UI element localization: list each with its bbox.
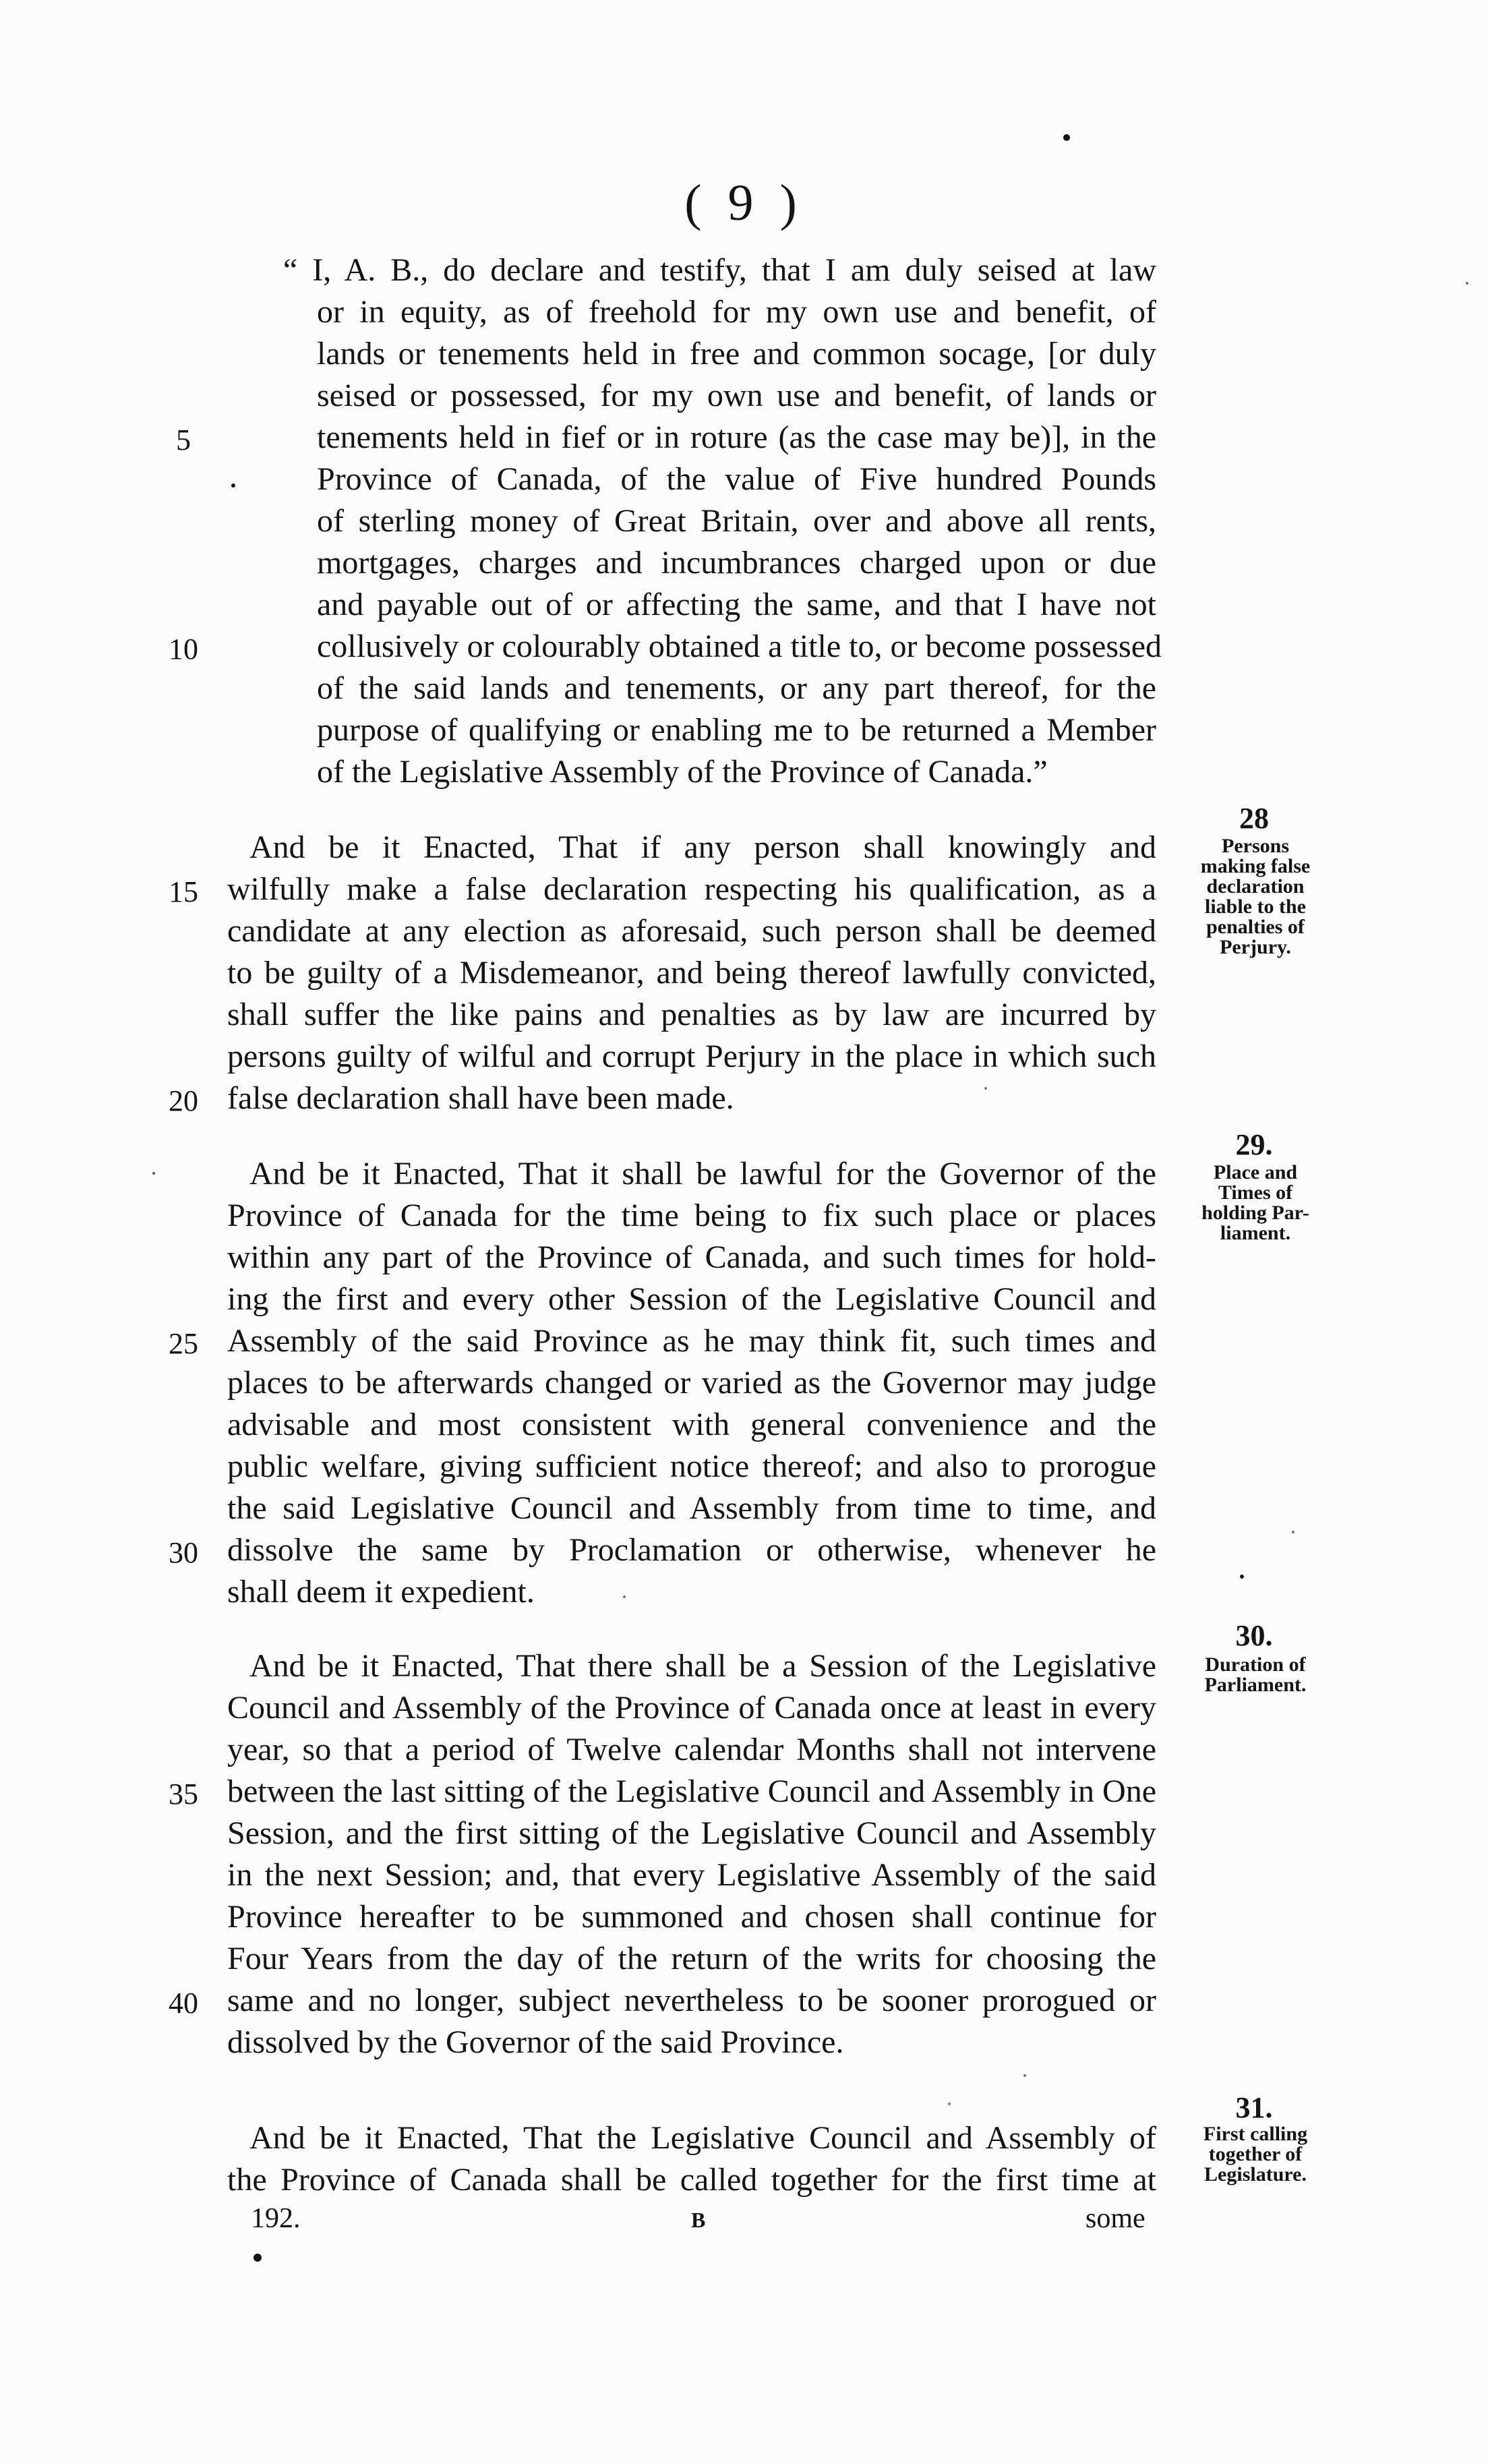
line-number: 30: [169, 1536, 198, 1569]
paragraph-line: advisable and most consistent with general convenience and the: [227, 1407, 1156, 1442]
oath-line: lands or tenements held in free and common socage, [or duly: [317, 336, 1156, 372]
marginal-section-number: 30.: [1235, 1619, 1273, 1652]
marginal-note-line: Place and: [1213, 1161, 1298, 1183]
marginal-note-line: Persons: [1222, 835, 1289, 857]
oath-line: collusively or colourably obtained a title to, or become possessed: [317, 628, 1162, 664]
oath-line: Province of Canada, of the value of Five hundred Pounds: [317, 461, 1156, 497]
paragraph-line: ing the first and every other Session of the Legislative Council and: [227, 1281, 1156, 1317]
line-number: 5: [176, 423, 191, 457]
signature-mark: B: [691, 2208, 706, 2232]
paragraph-line: false declaration shall have been made.: [227, 1080, 734, 1116]
paragraph-line: year, so that a period of Twelve calendar Months shall not intervene: [227, 1732, 1156, 1767]
paragraph-line: And be it Enacted, That if any person shall knowingly and: [249, 829, 1156, 865]
paragraph-line: persons guilty of wilful and corrupt Perjury in the place in which such: [227, 1038, 1156, 1074]
paragraph-line: the said Legislative Council and Assembly from time to time, and: [227, 1490, 1156, 1526]
oath-line: of the said lands and tenements, or any part thereof, for the: [317, 670, 1156, 706]
paragraph-line: the Province of Canada shall be called together for the first time at: [227, 2162, 1156, 2198]
paragraph-line: candidate at any election as aforesaid, such person shall be deemed: [227, 913, 1156, 949]
oath-line: of the Legislative Assembly of the Province of Canada.”: [317, 754, 1048, 790]
paragraph-line: And be it Enacted, That the Legislative Council and Assembly of: [249, 2120, 1156, 2156]
marginal-note-line: Duration of: [1205, 1653, 1306, 1676]
paragraph-line: Session, and the first sitting of the Legislative Council and Assembly: [227, 1815, 1156, 1851]
oath-line: “ I, A. B., do declare and testify, that I am duly seised at law: [283, 252, 1156, 288]
paragraph-line: within any part of the Province of Canada, and such times for hold-: [227, 1239, 1156, 1275]
page-number: ( 9 ): [684, 175, 804, 231]
paragraph-line: public welfare, giving sufficient notice thereof; and also to prorogue: [227, 1448, 1156, 1484]
paragraph-line: shall suffer the like pains and penalties as by law are incurred by: [227, 997, 1156, 1032]
marginal-note-line: penalties of: [1206, 916, 1305, 938]
paragraph-line: dissolved by the Governor of the said Province.: [227, 2024, 844, 2060]
paragraph-line: Province of Canada for the time being to fix such place or places: [227, 1198, 1156, 1233]
paragraph-line: to be guilty of a Misdemeanor, and being thereof lawfully convicted,: [227, 955, 1156, 991]
marginal-section-number: 31.: [1235, 2091, 1273, 2124]
marginal-note-line: liament.: [1220, 1222, 1291, 1244]
paragraph-line: places to be afterwards changed or varied as the Governor may judge: [227, 1365, 1156, 1401]
oath-line: of sterling money of Great Britain, over and above all rents,: [317, 503, 1156, 539]
marginal-note-line: making false: [1200, 855, 1311, 877]
paragraph-line: shall deem it expedient.: [227, 1574, 535, 1610]
line-number: 20: [169, 1084, 198, 1117]
paragraph-line: Province hereafter to be summoned and chosen shall continue for: [227, 1899, 1156, 1935]
marginal-note-line: liable to the: [1205, 896, 1306, 918]
marginal-note-line: Legislature.: [1204, 2163, 1307, 2186]
paragraph-line: Four Years from the day of the return of the writs for choosing the: [227, 1941, 1156, 1976]
marginal-section-number: 28: [1239, 802, 1269, 835]
marginal-note-line: holding Par-: [1201, 1202, 1309, 1224]
paragraph-line: between the last sitting of the Legislative Council and Assembly in One: [227, 1773, 1156, 1809]
line-number: 25: [169, 1327, 198, 1360]
marginal-note-line: First calling: [1203, 2123, 1308, 2145]
paragraph-line: And be it Enacted, That there shall be a Session of the Legislative: [249, 1648, 1156, 1684]
marginal-note-line: Times of: [1218, 1181, 1293, 1204]
line-number: 35: [169, 1778, 198, 1811]
marginal-section-number: 29.: [1235, 1128, 1273, 1161]
marginal-note-line: together of: [1208, 2143, 1303, 2165]
print-number: 192.: [251, 2203, 301, 2234]
paragraph-line: same and no longer, subject nevertheless to be sooner prorogued or: [227, 1983, 1156, 2018]
oath-line: purpose of qualifying or enabling me to be returned a Member: [317, 712, 1156, 748]
marginal-note-line: Parliament.: [1204, 1674, 1307, 1696]
paragraph-line: And be it Enacted, That it shall be lawful for the Governor of the: [249, 1156, 1156, 1192]
paragraph-line: wilfully make a false declaration respecting his qualification, as a: [227, 871, 1156, 907]
oath-line: mortgages, charges and incumbrances charged upon or due: [317, 545, 1156, 581]
catchword: some: [1085, 2203, 1145, 2234]
marginal-note-line: Perjury.: [1220, 936, 1291, 958]
paragraph-line: dissolve the same by Proclamation or otherwise, whenever he: [227, 1532, 1156, 1568]
oath-line: and payable out of or affecting the same, and that I have not: [317, 587, 1156, 622]
paragraph-line: in the next Session; and, that every Legislative Assembly of the said: [227, 1857, 1156, 1893]
paragraph-line: Council and Assembly of the Province of Canada once at least in every: [227, 1690, 1156, 1726]
marginal-note-line: declaration: [1206, 875, 1305, 898]
oath-line: seised or possessed, for my own use and benefit, of lands or: [317, 378, 1156, 413]
paragraph-line: Assembly of the said Province as he may think fit, such times and: [227, 1323, 1156, 1359]
line-number: 15: [169, 875, 198, 908]
oath-line: tenements held in fief or in roture (as the case may be)], in the: [317, 419, 1156, 455]
line-number: 40: [169, 1987, 198, 2020]
line-number: 10: [169, 633, 198, 666]
oath-line: or in equity, as of freehold for my own use and benefit, of: [317, 294, 1156, 330]
